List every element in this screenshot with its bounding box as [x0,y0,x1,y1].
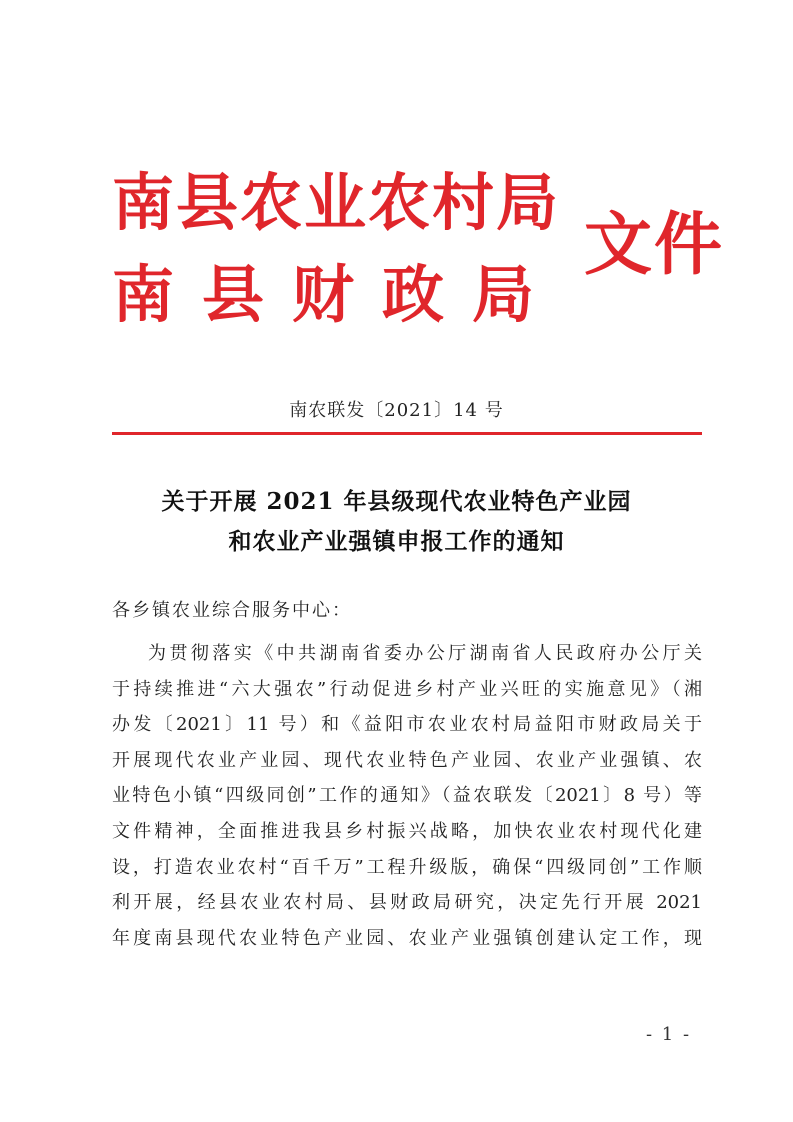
document-number: 南农联发〔2021〕14 号 [289,400,504,421]
body-line: 办发〔2021〕11 号）和《益阳市农业农村局益阳市财政局关于 [112,714,702,736]
title-line-1: 关于开展 2021 年县级现代农业特色产业园 [161,488,632,515]
document-title [0,482,793,562]
body-line: 开展现代农业产业园、现代农业特色产业园、农业产业强镇、农 [112,749,702,771]
red-divider-rule [112,432,702,435]
body-line: 业特色小镇“四级同创”工作的通知》（益农联发〔2021〕8 号）等 [112,785,702,807]
salutation: 各乡镇农业综合服务中心： [112,600,352,621]
body-line: 利开展，经县农业农村局、县财政局研究，决定先行开展 2021 [112,892,702,914]
document-header [112,166,725,348]
body-line: 于持续推进“六大强农”行动促进乡村产业兴旺的实施意见》（湘 [112,678,702,700]
issuing-org-line-2: 南县财政局 [112,258,563,331]
body-line: 为贯彻落实《中共湖南省委办公厅湖南省人民政府办公厅关 [148,643,702,664]
body-line: 文件精神，全面推进我县乡村振兴战略，加快农业农村现代化建 [112,820,702,842]
page-number: - 1 - [646,1024,692,1045]
body-paragraph [112,636,702,956]
body-line: 年度南县现代农业特色产业园、农业产业强镇创建认定工作，现 [112,927,702,949]
title-line-2: 和农业产业强镇申报工作的通知 [228,528,565,555]
body-line: 设，打造农业农村“百千万”工程升级版，确保“四级同创”工作顺 [112,856,702,878]
document-type-label: 文件 [584,206,725,285]
issuing-org-line-1: 南县农业农村局 [112,166,561,239]
